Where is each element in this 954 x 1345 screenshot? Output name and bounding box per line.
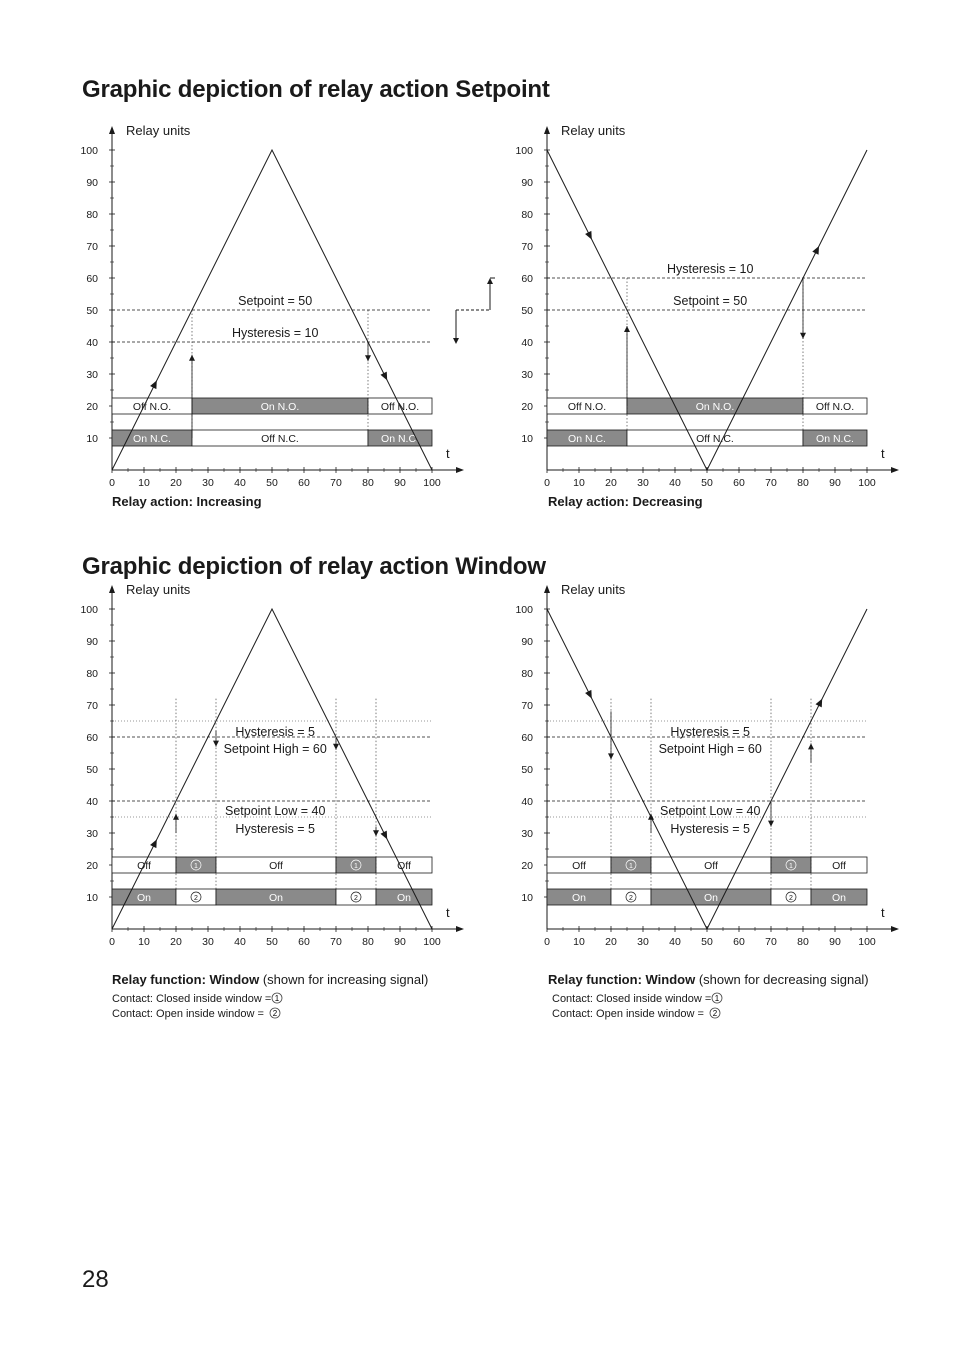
relay-state-label: Off N.O. [815, 401, 855, 413]
x-tick-label: 20 [605, 477, 617, 489]
x-tick-label: 10 [138, 477, 150, 489]
x-tick-label: 10 [573, 936, 585, 948]
x-tick-label: 30 [637, 477, 649, 489]
x-tick-label: 80 [797, 936, 809, 948]
contact-symbol-label: 1 [789, 863, 793, 870]
contact-symbol-label: 2 [354, 895, 358, 902]
y-tick-label: 60 [521, 732, 533, 744]
chart-window-decreasing [515, 582, 895, 955]
relay-state-label: On N.O. [695, 401, 735, 413]
caption-decreasing: Relay action: Decreasing [548, 494, 703, 509]
page-number: 28 [82, 1266, 109, 1293]
contact-symbol-label: 1 [354, 863, 358, 870]
svg-text:1: 1 [275, 994, 280, 1003]
signal-line [547, 609, 867, 929]
legend-contact-closed-left: Contact: Closed inside window = 1 [112, 992, 283, 1005]
y-tick-label: 10 [521, 892, 533, 904]
x-tick-label: 30 [637, 936, 649, 948]
arrow-up-icon [624, 326, 630, 332]
x-tick-label: 90 [394, 936, 406, 948]
contact-symbol-label: 2 [194, 895, 198, 902]
y-tick-label: 30 [521, 828, 533, 840]
relay-state-label: Off N.O. [132, 401, 172, 413]
threshold-label: Setpoint Low = 40 [659, 804, 761, 818]
relay-state-label: Off N.O. [567, 401, 607, 413]
relay-state-label: Off [397, 860, 411, 872]
y-tick-label: 70 [86, 241, 98, 253]
y-tick-label: 60 [86, 732, 98, 744]
x-tick-label: 60 [733, 477, 745, 489]
y-tick-label: 60 [521, 273, 533, 285]
y-tick-label: 20 [86, 860, 98, 872]
y-tick-label: 10 [86, 892, 98, 904]
x-tick-label: 30 [202, 936, 214, 948]
relay-state-label: Off N.C. [696, 433, 734, 445]
x-axis-arrow-icon [891, 926, 899, 932]
y-tick-label: 100 [515, 145, 533, 157]
x-tick-label: 70 [330, 477, 342, 489]
y-tick-label: 50 [86, 764, 98, 776]
relay-state-label: On N.O. [260, 401, 300, 413]
x-tick-label: 60 [298, 477, 310, 489]
contact-symbol-label: 1 [629, 863, 633, 870]
y-tick-label: 80 [86, 209, 98, 221]
relay-state-label: Off N.O. [380, 401, 420, 413]
y-tick-label: 20 [521, 860, 533, 872]
threshold-label: Setpoint Low = 40 [224, 804, 326, 818]
x-tick-label: 100 [858, 936, 876, 948]
caption-window-dec-rest: (shown for decreasing signal) [695, 972, 869, 987]
arrow-down-icon [608, 753, 614, 759]
x-tick-label: 40 [669, 477, 681, 489]
contact-symbol-label: 2 [789, 895, 793, 902]
y-tick-label: 40 [86, 796, 98, 808]
x-tick-label: 50 [701, 936, 713, 948]
x-tick-label: 100 [423, 936, 441, 948]
relay-state-label: On N.C. [568, 433, 606, 445]
chart-setpoint-decreasing [515, 123, 895, 496]
arrow-down-icon [365, 355, 371, 361]
threshold-label: Setpoint High = 60 [223, 742, 327, 756]
y-tick-label: 20 [86, 401, 98, 413]
relay-state-label: Off [269, 860, 283, 872]
signal-line [112, 609, 432, 929]
arrow-down-icon [768, 821, 774, 827]
threshold-label: Setpoint = 50 [238, 294, 313, 308]
y-tick-label: 30 [521, 369, 533, 381]
legend-contact-closed-right: Contact: Closed inside window = 1 [552, 992, 723, 1005]
y-axis-label: Relay units [126, 123, 191, 138]
x-tick-label: 0 [544, 936, 550, 948]
x-tick-label: 70 [765, 477, 777, 489]
chart-window-increasing [80, 582, 460, 955]
x-tick-label: 40 [234, 936, 246, 948]
x-tick-label: 0 [544, 477, 550, 489]
y-tick-label: 40 [86, 337, 98, 349]
arrow-down-icon [333, 744, 339, 750]
x-axis-arrow-icon [456, 926, 464, 932]
y-axis-label: Relay units [126, 582, 191, 597]
hysteresis-shift-arrows [440, 270, 510, 350]
threshold-label: Setpoint = 50 [673, 294, 748, 308]
svg-text:1: 1 [715, 994, 720, 1003]
x-tick-label: 40 [669, 936, 681, 948]
y-tick-label: 60 [86, 273, 98, 285]
y-tick-label: 100 [515, 604, 533, 616]
relay-state-label: Off N.C. [261, 433, 299, 445]
x-tick-label: 30 [202, 477, 214, 489]
x-tick-label: 20 [170, 477, 182, 489]
legend-contact-open-left: Contact: Open inside window = 2 [112, 1007, 281, 1020]
arrow-down-icon [373, 830, 379, 836]
x-tick-label: 50 [266, 477, 278, 489]
relay-state-label: On N.C. [381, 433, 419, 445]
x-axis-label: t [881, 905, 885, 920]
arrow-up-icon [808, 743, 814, 749]
relay-state-label: Off [832, 860, 846, 872]
y-tick-label: 70 [521, 700, 533, 712]
relay-state-label: On N.C. [133, 433, 171, 445]
y-tick-label: 50 [521, 305, 533, 317]
y-tick-label: 90 [521, 636, 533, 648]
caption-window-inc-rest: (shown for increasing signal) [259, 972, 429, 987]
y-tick-label: 20 [521, 401, 533, 413]
arrow-up-icon [189, 355, 195, 361]
contact-symbol-label: 2 [629, 895, 633, 902]
relay-state-label: Off [704, 860, 718, 872]
y-tick-label: 80 [521, 209, 533, 221]
x-tick-label: 20 [170, 936, 182, 948]
relay-state-label: On N.C. [816, 433, 854, 445]
x-axis-arrow-icon [456, 467, 464, 473]
section-title-window: Graphic depiction of relay action Window [82, 553, 546, 580]
x-tick-label: 90 [829, 477, 841, 489]
arrow-down-icon [800, 333, 806, 339]
threshold-label: Hysteresis = 5 [670, 822, 750, 836]
x-tick-label: 70 [330, 936, 342, 948]
threshold-label: Hysteresis = 5 [235, 725, 315, 739]
x-axis-label: t [446, 905, 450, 920]
caption-increasing: Relay action: Increasing [112, 494, 262, 509]
caption-window-increasing [112, 972, 428, 987]
threshold-label: Hysteresis = 5 [670, 725, 750, 739]
open-symbol-icon [709, 1007, 721, 1019]
relay-state-label: On [136, 892, 152, 904]
contact-symbol-label: 1 [194, 863, 198, 870]
x-tick-label: 50 [266, 936, 278, 948]
x-tick-label: 10 [573, 477, 585, 489]
threshold-label: Hysteresis = 5 [235, 822, 315, 836]
legend-contact-open-right: Contact: Open inside window = 2 [552, 1007, 721, 1020]
y-tick-label: 100 [80, 604, 98, 616]
arrow-down-icon [213, 741, 219, 747]
x-tick-label: 80 [362, 477, 374, 489]
x-tick-label: 80 [797, 477, 809, 489]
y-axis-arrow-icon [544, 585, 550, 593]
y-tick-label: 50 [521, 764, 533, 776]
chart-setpoint-increasing [80, 123, 460, 496]
x-tick-label: 60 [298, 936, 310, 948]
y-tick-label: 40 [521, 796, 533, 808]
x-tick-label: 60 [733, 936, 745, 948]
y-tick-label: 80 [521, 668, 533, 680]
x-tick-label: 90 [394, 477, 406, 489]
closed-symbol-icon [271, 992, 283, 1004]
section-title-setpoint: Graphic depiction of relay action Setpoint [82, 76, 550, 103]
threshold-label: Hysteresis = 10 [231, 326, 319, 340]
x-tick-label: 90 [829, 936, 841, 948]
relay-state-label: On [268, 892, 284, 904]
caption-window-inc-bold: Relay function: Window [112, 972, 260, 987]
x-tick-label: 100 [858, 477, 876, 489]
y-axis-label: Relay units [561, 123, 626, 138]
y-tick-label: 70 [86, 700, 98, 712]
y-tick-label: 90 [86, 177, 98, 189]
x-tick-label: 0 [109, 936, 115, 948]
closed-symbol-icon [711, 992, 723, 1004]
x-tick-label: 50 [701, 477, 713, 489]
y-axis-label: Relay units [561, 582, 626, 597]
y-tick-label: 70 [521, 241, 533, 253]
y-tick-label: 10 [521, 433, 533, 445]
y-axis-arrow-icon [109, 126, 115, 134]
threshold-label: Setpoint High = 60 [658, 742, 762, 756]
open-symbol-icon [269, 1007, 281, 1019]
y-tick-label: 100 [80, 145, 98, 157]
relay-state-label: On [571, 892, 587, 904]
caption-window-dec-bold: Relay function: Window [548, 972, 696, 987]
y-tick-label: 10 [86, 433, 98, 445]
x-axis-label: t [446, 446, 450, 461]
y-tick-label: 40 [521, 337, 533, 349]
x-tick-label: 70 [765, 936, 777, 948]
y-axis-arrow-icon [109, 585, 115, 593]
y-tick-label: 80 [86, 668, 98, 680]
relay-state-label: Off [137, 860, 151, 872]
x-tick-label: 10 [138, 936, 150, 948]
relay-state-label: On [703, 892, 719, 904]
threshold-label: Hysteresis = 10 [666, 262, 754, 276]
x-tick-label: 40 [234, 477, 246, 489]
y-tick-label: 90 [86, 636, 98, 648]
svg-text:2: 2 [712, 1009, 718, 1018]
x-axis-arrow-icon [891, 467, 899, 473]
x-tick-label: 0 [109, 477, 115, 489]
y-tick-label: 50 [86, 305, 98, 317]
relay-state-label: On [831, 892, 847, 904]
svg-text:2: 2 [272, 1009, 278, 1018]
x-tick-label: 100 [423, 477, 441, 489]
y-tick-label: 30 [86, 369, 98, 381]
y-tick-label: 30 [86, 828, 98, 840]
x-tick-label: 80 [362, 936, 374, 948]
x-axis-label: t [881, 446, 885, 461]
relay-state-label: On [396, 892, 412, 904]
relay-state-label: Off [572, 860, 586, 872]
caption-window-decreasing [548, 972, 869, 987]
y-axis-arrow-icon [544, 126, 550, 134]
x-tick-label: 20 [605, 936, 617, 948]
y-tick-label: 90 [521, 177, 533, 189]
